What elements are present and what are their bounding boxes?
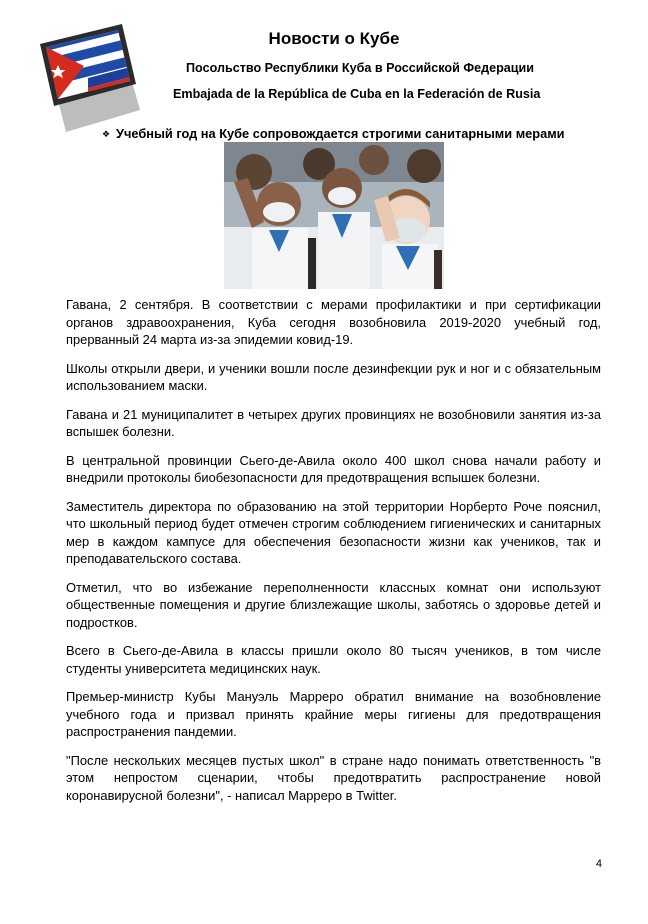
article-paragraph: "После нескольких месяцев пустых школ" в стране надо понимать ответственность "в этом непростом сценарии, чтобы предотвратить распространение новой коронавирусной болезни", - написал Марреро в Twitter. [66, 752, 601, 803]
article-paragraph: Заместитель директора по образованию на этой территории Норберто Роче пояснил, что школьный период будет отмечен строгим соблюдением гигиенических и санитарных мер в каждом кампусе для обеспечения безопасности жизни как учеников, так и преподавательского состава. [66, 498, 601, 566]
page-number: 4 [595, 858, 602, 870]
article-paragraph: Премьер-министр Кубы Мануэль Марреро обратил внимание на возобновление учебного года и призвал принять крайние меры гигиены для предотвращения распространения пандемии. [66, 689, 601, 739]
embassy-name-spanish: Embajada de la República de Cuba en la Federación de Rusia [173, 87, 541, 101]
article-paragraph: Всего в Сьего-де-Авила в классы пришли около 80 тысяч учеников, в том числе студенты университета медицинских наук. [66, 643, 601, 676]
article-photo [224, 142, 444, 289]
article-headline [102, 126, 602, 142]
children-saluting-photo [224, 142, 444, 289]
embassy-name-russian: Посольство Республики Куба в Российской Федерации [186, 61, 534, 75]
article-paragraph: В центральной провинции Сьего-де-Авила около 400 школ снова начали работу и внедрили протоколы биобезопасности для предотвращения вспышек болезни. [66, 452, 601, 485]
diamond-bullet-icon: ❖ [102, 129, 111, 139]
article-headline-text: Учебный год на Кубе сопровождается строгими санитарными мерами [116, 126, 565, 141]
cuba-russia-flag-logo [38, 18, 148, 138]
flag-logo-graphic [38, 18, 148, 138]
article-paragraph: Школы открыли двери, и ученики вошли после дезинфекции рук и ног и с обязательным использованием маски. [66, 360, 601, 393]
article-body [66, 296, 601, 815]
article-paragraph: Гавана и 21 муниципалитет в четырех других провинциях не возобновили занятия из-за вспышек болезни. [66, 406, 601, 439]
article-paragraph: Отметил, что во избежание переполненности классных комнат они используют общественные помещения и другие близлежащие школы, заботясь о здоровье детей и подростков. [66, 579, 601, 630]
page-title: Новости о Кубе [268, 29, 400, 48]
article-paragraph: Гавана, 2 сентября. В соответствии с мерами профилактики и при сертификации органов здравоохранения, Куба сегодня возобновила 2019-2020 учебный год, прерванный 24 марта из-за эпидемии ковид-19. [66, 297, 601, 347]
